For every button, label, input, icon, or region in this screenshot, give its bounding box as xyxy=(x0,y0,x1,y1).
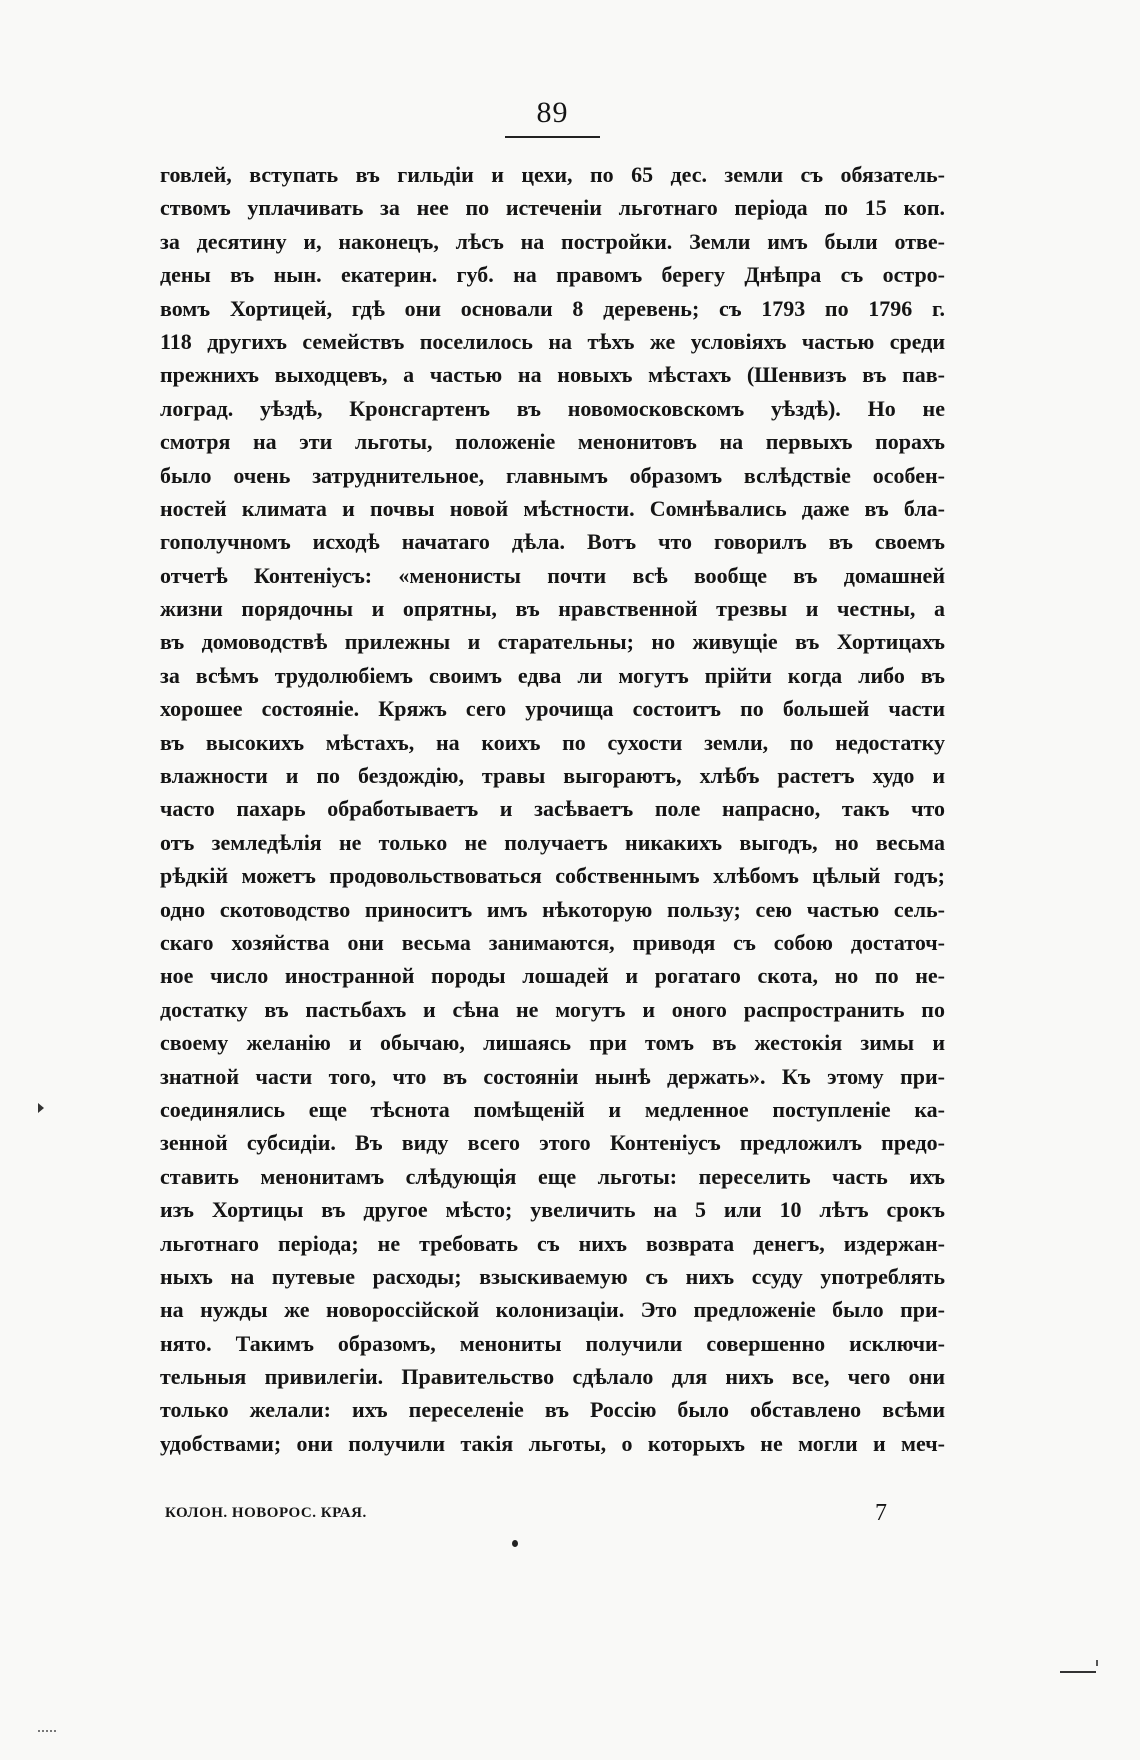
text-line: вомъ Хортицей, гдѣ они основали 8 деревень; съ 1793 по 1796 г. xyxy=(160,295,945,321)
margin-line-mark xyxy=(1060,1671,1096,1673)
text-line: отчетѣ Контеніусъ: «менониcты почти всѣ вообще въ домашней xyxy=(160,562,945,588)
margin-bullet-mark xyxy=(38,1103,44,1113)
text-line: хорошее состояніе. Кряжъ сего урочища состоитъ по большей части xyxy=(160,696,945,722)
margin-tick-mark xyxy=(1096,1660,1098,1666)
text-line: было очень затруднительное, главнымъ образомъ вслѣдствіе особен- xyxy=(160,462,945,488)
text-line: нято. Такимъ образомъ, менониты получили совершенно исключи- xyxy=(160,1330,945,1356)
text-line: 118 другихъ семействъ поселилось на тѣхъ же условіяхъ частью среди xyxy=(160,328,945,354)
text-line: говлей, вступать въ гильдіи и цехи, по 65 дес. земли съ обязатель- xyxy=(160,162,945,187)
page-footer xyxy=(160,1500,945,1528)
text-line: зенной субсидіи. Въ виду всего этого Контеніусъ предложилъ предо- xyxy=(160,1130,945,1156)
text-line: скаго хозяйства они весьма занимаются, приводя съ собою достаточ- xyxy=(160,929,945,955)
corner-scan-mark xyxy=(38,1720,56,1732)
body-text xyxy=(160,158,945,1460)
text-line: часто пахарь обработываетъ и засѣваетъ поле напрасно, такъ что xyxy=(160,796,945,822)
text-line: смотря на эти льготы, положеніе менонитовъ на первыхъ порахъ xyxy=(160,429,945,455)
text-line: ное число иностранной породы лошадей и рогатаго скота, но по не- xyxy=(160,963,945,989)
text-line: льготнаго періода; не требовать съ нихъ возврата денегъ, издержан- xyxy=(160,1230,945,1256)
text-line: ностей климата и почвы новой мѣстности. Сомнѣвались даже въ бла- xyxy=(160,495,945,521)
text-line: только желали: ихъ переселеніе въ Россію было обставлено всѣми xyxy=(160,1397,945,1423)
text-line: изъ Хортицы въ другое мѣсто; увеличить на 5 или 10 лѣтъ срокъ xyxy=(160,1197,945,1223)
text-line: соединялись еще тѣснота помѣщеній и медленное поступленіе ка- xyxy=(160,1096,945,1122)
text-line: за десятину и, наконецъ, лѣсъ на постройки. Земли имъ были отве- xyxy=(160,228,945,254)
text-line: въ домоводствѣ прилежны и старательны; но живущіе въ Хортицахъ xyxy=(160,629,945,655)
text-line: гополучномъ исходѣ начатаго дѣла. Вотъ что говорилъ въ своемъ xyxy=(160,529,945,555)
text-line: достатку въ пастьбахъ и сѣна не могутъ и оного распространить по xyxy=(160,996,945,1022)
page-number: 89 xyxy=(536,96,569,129)
text-line: на нужды же новороссійской колонизаціи. Это предложеніе было при- xyxy=(160,1297,945,1323)
text-line: дены въ нын. екатерин. губ. на правомъ берегу Днѣпра съ остро- xyxy=(160,262,945,288)
text-line: рѣдкій можетъ продовольствоваться собственнымъ хлѣбомъ цѣлый годъ; xyxy=(160,863,945,889)
text-line: логрaд. уѣздѣ, Кронсгартенъ въ новомосковскомъ уѣздѣ). Но не xyxy=(160,395,945,421)
text-line: влажности и по бездождію, травы выгораютъ, хлѣбъ растетъ худо и xyxy=(160,763,945,789)
sheet-number: 7 xyxy=(875,1500,888,1526)
text-line: одно скотоводство приноситъ имъ нѣкоторую пользу; сею частью сель- xyxy=(160,896,945,922)
text-line: ствомъ уплачивать за нее по истеченіи льготнаго періода по 15 коп. xyxy=(160,195,945,221)
ink-dot xyxy=(512,1540,518,1547)
text-line: прежнихъ выходцевъ, а частью на новыхъ мѣстахъ (Шенвизъ въ пав- xyxy=(160,362,945,388)
text-line: за всѣмъ трудолюбіемъ своимъ едва ли могутъ прійти когда либо въ xyxy=(160,662,945,688)
signature-mark: КОЛОН. НОВОРОС. КРАЯ. xyxy=(165,1505,367,1521)
text-line: удобствами; они получили такія льготы, о которыхъ не могли и меч- xyxy=(160,1430,945,1456)
page-number-rule xyxy=(505,136,600,138)
text-line: тельныя привилегіи. Правительство сдѣлало для нихъ все, чего они xyxy=(160,1364,945,1390)
text-line: ставить менонитамъ слѣдующія еще льготы: переселить часть ихъ xyxy=(160,1163,945,1189)
text-line: ныхъ на путевые расходы; взыскиваемую съ нихъ ссуду употреблять xyxy=(160,1263,945,1289)
text-line: отъ земледѣлія не только не получаетъ никакихъ выгодъ, но весьма xyxy=(160,829,945,855)
text-line: въ высокихъ мѣстахъ, на коихъ по сухости земли, по недостатку xyxy=(160,729,945,755)
text-line: своему желанію и обычаю, лишаясь при томъ въ жестокія зимы и xyxy=(160,1030,945,1056)
text-line: жизни порядочны и опрятны, въ нравственной трезвы и честны, а xyxy=(160,596,945,622)
text-line: знатной части того, что въ состояніи нынѣ держать». Къ этому при- xyxy=(160,1063,945,1089)
